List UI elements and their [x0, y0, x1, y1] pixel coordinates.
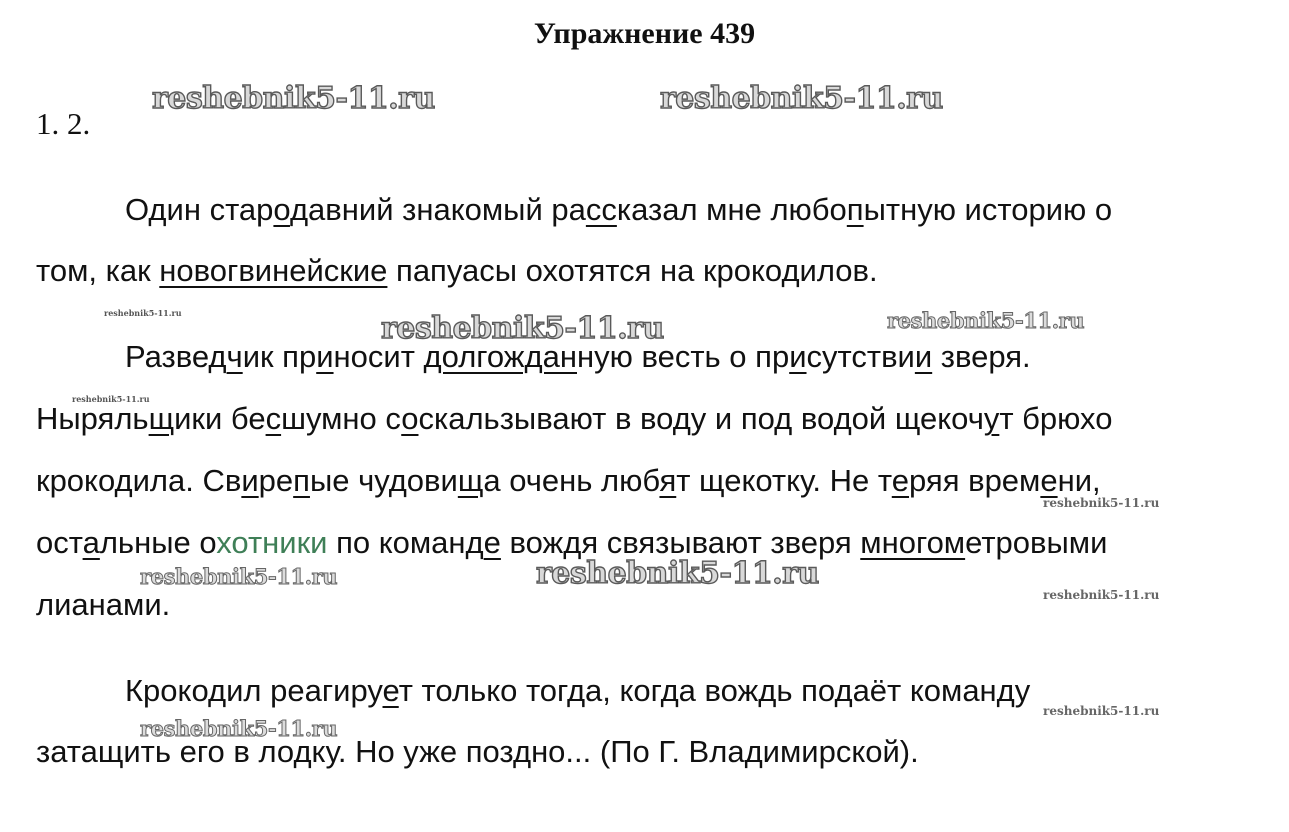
text-line-9: затащить его в лодку. Но уже поздно... (По Г. Владимирской).: [36, 734, 919, 769]
orthogram: п: [293, 463, 310, 498]
orthogram: д: [512, 734, 532, 769]
orthogram: и: [241, 463, 259, 498]
exercise-title: Упражнение 439: [533, 17, 756, 50]
watermark: reshebnik5-11.ru: [660, 81, 943, 116]
task-number: 1. 2.: [36, 106, 91, 141]
orthogram: о: [273, 192, 290, 227]
watermark: reshebnik5-11.ru: [1043, 704, 1160, 718]
orthogram: е: [382, 673, 399, 708]
text-line-8: Крокодил реагирует только тогда, когда вождь подаёт команду: [125, 673, 1031, 708]
orthogram: у: [983, 401, 1000, 436]
watermark: reshebnik5-11.ru: [1043, 496, 1160, 510]
orthogram: и: [789, 339, 807, 374]
orthogram: а: [82, 525, 100, 560]
orthogram: ч: [226, 339, 243, 374]
watermark: reshebnik5-11.ru: [72, 394, 150, 404]
orthogram: сс: [585, 192, 617, 227]
watermark: reshebnik5-11.ru: [152, 81, 435, 116]
text-line-3: Разведчик приносит долгожданную весть о присутствии зверя.: [125, 339, 1031, 374]
text-line-1: Один стародавний знакомый рассказал мне любопытную историю о: [125, 192, 1113, 227]
watermark: reshebnik5-11.ru: [381, 311, 664, 346]
orthogram: п: [846, 192, 864, 227]
orthogram: многом: [860, 525, 966, 560]
watermark: reshebnik5-11.ru: [104, 308, 182, 318]
watermark: reshebnik5-11.ru: [140, 716, 338, 741]
orthogram: щ: [457, 463, 484, 498]
highlighted-word: хотники: [216, 525, 328, 560]
watermark: reshebnik5-11.ru: [140, 564, 338, 589]
orthogram: я: [659, 463, 677, 498]
watermark: reshebnik5-11.ru: [536, 556, 819, 591]
text-line-2: том, как новогвинейские папуасы охотятся на крокодилов.: [36, 253, 878, 288]
watermark: reshebnik5-11.ru: [887, 308, 1085, 333]
orthogram: с: [265, 401, 282, 436]
orthogram: о: [401, 401, 419, 436]
orthogram: и: [316, 339, 334, 374]
watermark: reshebnik5-11.ru: [1043, 588, 1160, 602]
text-line-4: Ныряльщики бесшумно соскальзывают в воду и под водой щекочут брюхо: [36, 401, 1113, 436]
orthogram: е: [891, 463, 910, 498]
orthogram: новогвинейские: [159, 253, 388, 288]
orthogram: и: [914, 339, 933, 374]
orthogram: щ: [148, 401, 175, 436]
text-line-5: крокодила. Свирепые чудовища очень любят щекотку. Не теряя времени,: [36, 463, 1101, 498]
text-line-7: лианами.: [36, 587, 171, 622]
orthogram: е: [483, 525, 501, 560]
orthogram: е: [1040, 463, 1058, 498]
orthogram: долгождан: [423, 339, 577, 374]
text-line-6: остальные охотники по команде вождя связывают зверя многометровыми: [36, 525, 1108, 560]
